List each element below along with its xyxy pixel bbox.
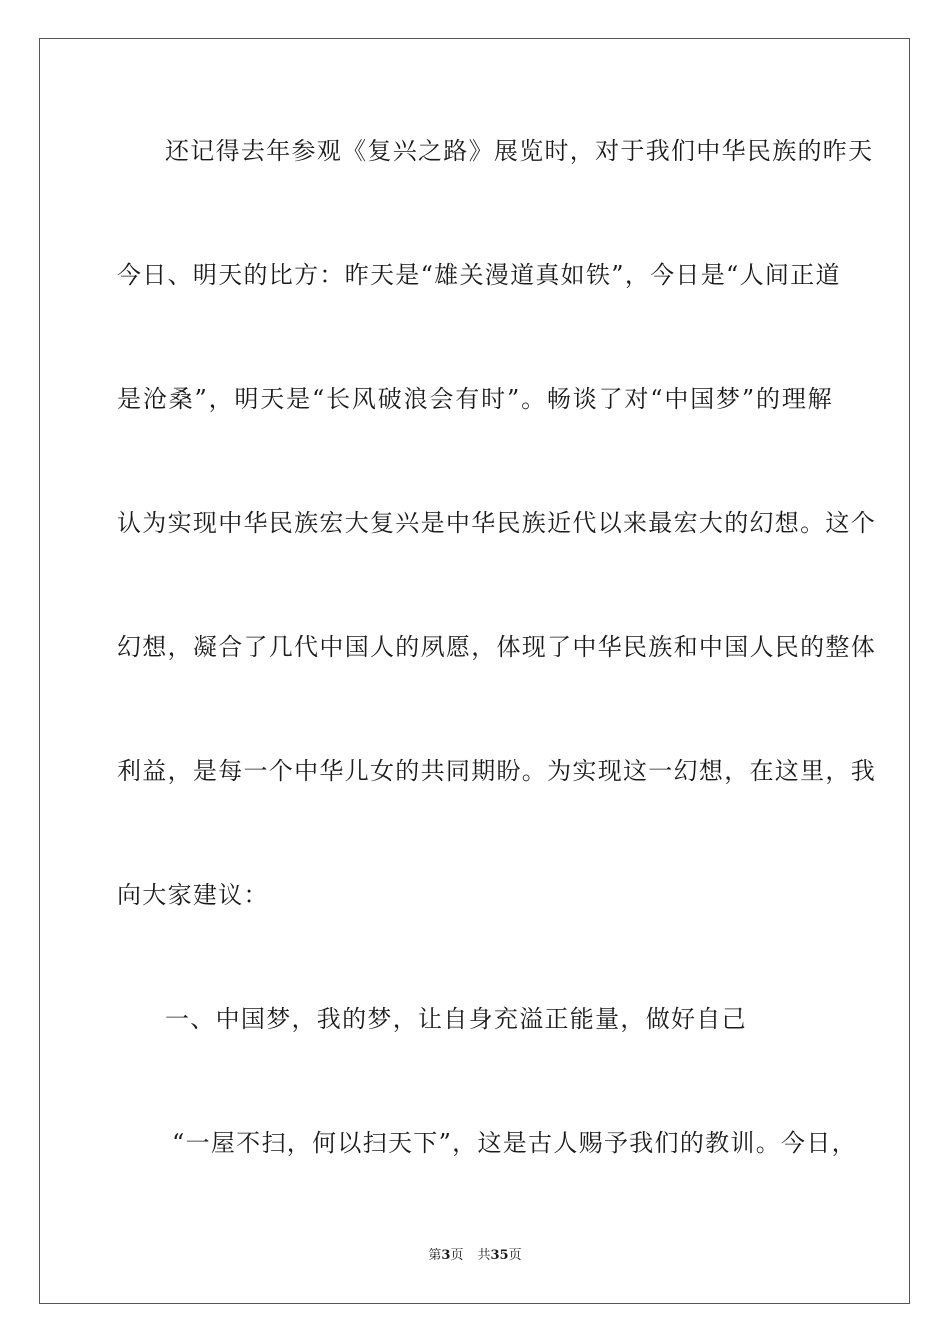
page-footer [0,1247,950,1265]
paragraph-line-5: 幻想，凝合了几代中国人的夙愿，体现了中华民族和中国人民的整体 [117,633,876,661]
section-heading: 一、中国梦，我的梦，让自身充溢正能量，做好自己 [165,1005,747,1033]
paragraph-line-1: 还记得去年参观《复兴之路》展览时，对于我们中华民族的昨天 [165,137,874,165]
paragraph-line-7: 向大家建议： [117,881,269,909]
footer-total-prefix: 共 [477,1248,491,1263]
footer-page-number: 3 [441,1248,451,1263]
paragraph-line-9: “一屋不扫，何以扫天下”，这是古人赐予我们的教训。今日， [172,1129,857,1157]
paragraph-line-2: 今日、明天的比方：昨天是“雄关漫道真如铁”，今日是“人间正道 [117,261,841,289]
paragraph-line-6: 利益，是每一个中华儿女的共同期盼。为实现这一幻想，在这里，我 [117,757,876,785]
footer-total-suffix: 页 [508,1248,522,1263]
footer-total-pages: 35 [490,1248,509,1263]
footer-page-prefix: 第 [428,1248,442,1263]
paragraph-line-3: 是沧桑”，明天是“长风破浪会有时”。畅谈了对“中国梦”的理解 [117,385,833,413]
footer-page-suffix: 页 [450,1248,464,1263]
paragraph-line-4: 认为实现中华民族宏大复兴是中华民族近代以来最宏大的幻想。这个 [117,509,876,537]
page-border [39,38,910,1304]
